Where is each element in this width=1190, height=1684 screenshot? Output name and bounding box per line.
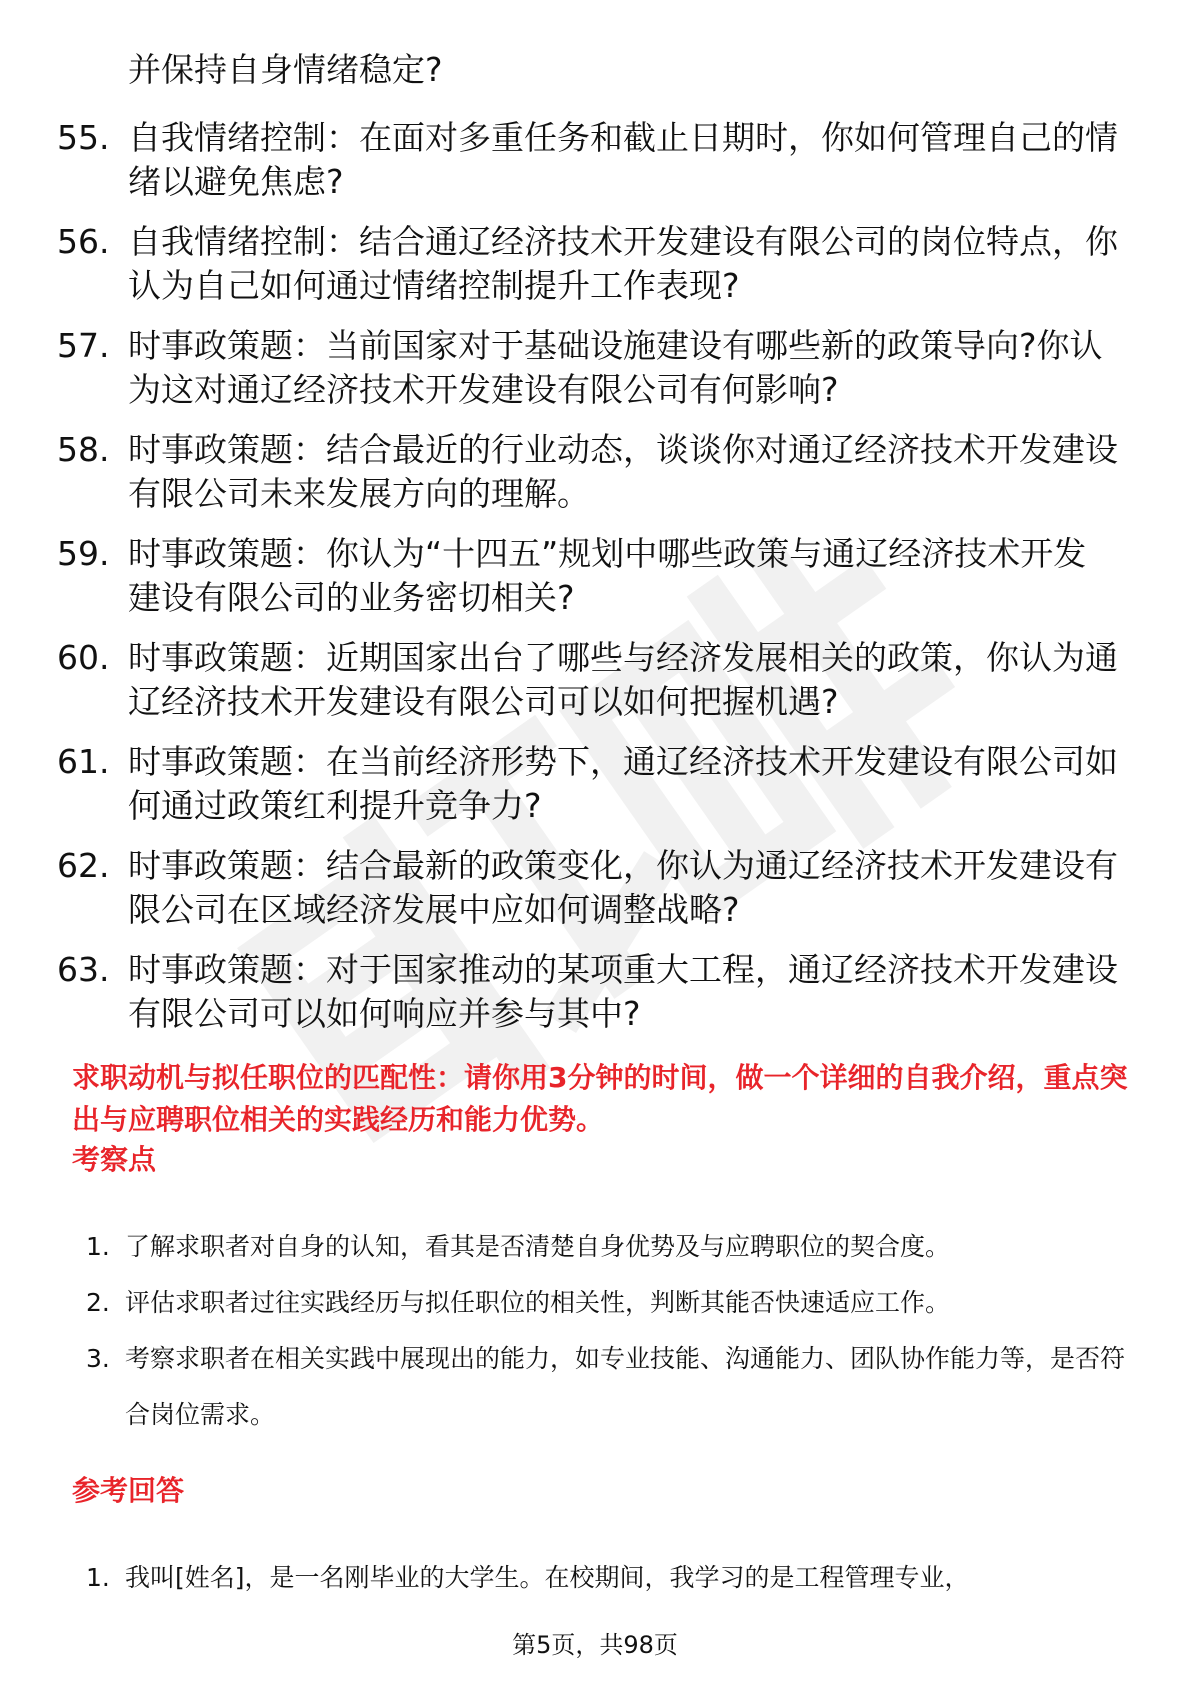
question-item bbox=[0, 428, 1190, 532]
question-number: 60. bbox=[57, 638, 110, 677]
question-number: 55. bbox=[57, 118, 110, 157]
question-text: 时事政策题：结合最新的政策变化，你认为通辽经济技术开发建设有限公司在区域经济发展中应如何调整战略? bbox=[128, 846, 1118, 929]
question-number: 61. bbox=[57, 742, 110, 781]
question-number: 62. bbox=[57, 846, 110, 885]
reference-heading: 参考回答 bbox=[72, 1474, 185, 1507]
list-item-number: 2. bbox=[86, 1288, 110, 1317]
question-text: 时事政策题：近期国家出台了哪些与经济发展相关的政策，你认为通辽经济技术开发建设有限公司可以如何把握机遇? bbox=[128, 638, 1118, 721]
question-text: 时事政策题：对于国家推动的某项重大工程，通辽经济技术开发建设有限公司可以如何响应并参与其中? bbox=[128, 950, 1118, 1033]
question-text: 时事政策题：在当前经济形势下，通辽经济技术开发建设有限公司如何通过政策红利提升竞争力? bbox=[128, 742, 1118, 825]
question-text: 自我情绪控制：在面对多重任务和截止日期时，你如何管理自己的情绪以避免焦虑? bbox=[128, 118, 1118, 201]
question-number: 58. bbox=[57, 430, 110, 469]
question-item bbox=[0, 844, 1190, 948]
list-item bbox=[0, 1219, 1190, 1275]
reference-list bbox=[0, 1550, 1190, 1606]
examination-heading: 考察点 bbox=[72, 1143, 157, 1176]
list-item-number: 1. bbox=[86, 1232, 110, 1261]
question-item bbox=[0, 740, 1190, 844]
question-number: 57. bbox=[57, 326, 110, 365]
list-item-number: 1. bbox=[86, 1563, 110, 1592]
question-number: 63. bbox=[57, 950, 110, 989]
list-item-text: 考察求职者在相关实践中展现出的能力，如专业技能、沟通能力、团队协作能力等，是否符合岗位需求。 bbox=[125, 1344, 1126, 1429]
page-footer: 第5页，共98页 bbox=[512, 1631, 678, 1659]
question-continuation: 并保持自身情绪稳定? bbox=[128, 50, 443, 89]
examination-list bbox=[0, 1219, 1190, 1443]
question-item bbox=[0, 116, 1190, 220]
list-item bbox=[0, 1550, 1190, 1606]
question-text: 自我情绪控制：结合通辽经济技术开发建设有限公司的岗位特点，你认为自己如何通过情绪控制提升工作表现? bbox=[128, 222, 1118, 305]
question-text: 时事政策题：结合最近的行业动态，谈谈你对通辽经济技术开发建设有限公司未来发展方向的理解。 bbox=[128, 430, 1118, 513]
question-number: 56. bbox=[57, 222, 110, 261]
list-item-text: 了解求职者对自身的认知，看其是否清楚自身优势及与应聘职位的契合度。 bbox=[125, 1232, 951, 1261]
question-item bbox=[0, 324, 1190, 428]
list-item-text: 我叫[姓名]，是一名刚毕业的大学生。在校期间，我学习的是工程管理专业， bbox=[125, 1563, 970, 1592]
question-list bbox=[0, 116, 1190, 1052]
list-item bbox=[0, 1331, 1190, 1443]
question-item bbox=[0, 948, 1190, 1052]
question-item bbox=[0, 636, 1190, 740]
list-item bbox=[0, 1275, 1190, 1331]
question-text: 时事政策题：当前国家对于基础设施建设有哪些新的政策导向?你认为这对通辽经济技术开发建设有限公司有何影响? bbox=[128, 326, 1103, 409]
motive-question-title: 求职动机与拟任职位的匹配性：请你用3分钟的时间，做一个详细的自我介绍，重点突出与应聘职位相关的实践经历和能力优势。 bbox=[72, 1061, 1128, 1136]
question-item bbox=[0, 220, 1190, 324]
question-item bbox=[0, 532, 1190, 636]
list-item-text: 评估求职者过往实践经历与拟任职位的相关性，判断其能否快速适应工作。 bbox=[125, 1288, 951, 1317]
question-number: 59. bbox=[57, 534, 110, 573]
question-text: 时事政策题：你认为“十四五”规划中哪些政策与通辽经济技术开发建设有限公司的业务密切相关? bbox=[128, 534, 1087, 617]
list-item-number: 3. bbox=[86, 1344, 110, 1373]
